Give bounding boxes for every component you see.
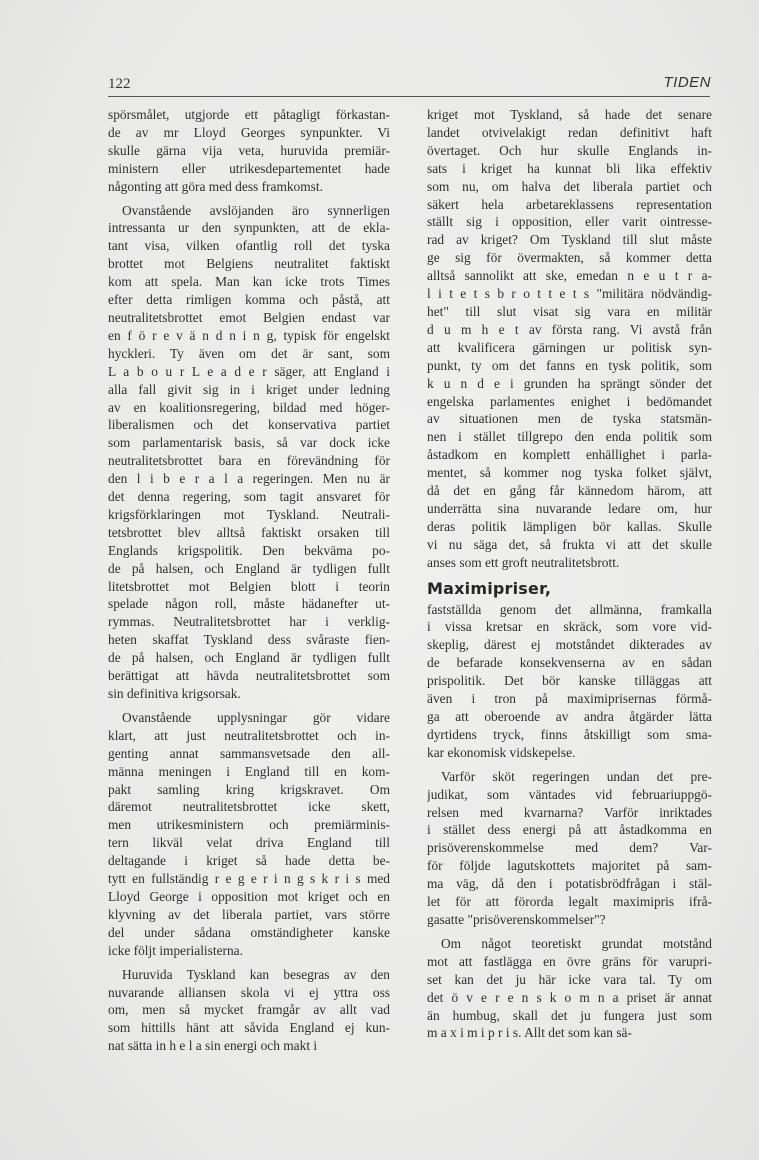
text-line: het" till slut visat sig vara en militär (427, 303, 712, 319)
running-head-journal-title: TIDEN (663, 74, 711, 91)
header-rule (108, 96, 710, 97)
text-line: tytt en fullständig r e g e r i n g s k r i s med (108, 871, 390, 887)
text-line: skulle gärna vija veta, huruvida premiär- (108, 142, 390, 158)
text-line: ministern eller utrikesdepartementet hade (108, 160, 390, 176)
text-line: fastställda genom det allmänna, framkalla (427, 601, 712, 617)
text-line: m a x i m i p r i s. Allt det som kan sä- (427, 1025, 632, 1041)
text-line: deras politik lämpligen bör kallas. Skulle (427, 518, 712, 534)
paragraph (427, 601, 712, 762)
text-line: krigsförklaringen mot Tyskland. Neutrali- (108, 506, 390, 522)
text-line: Ovanstående upplysningar gör vidare (122, 709, 390, 725)
text-line: engelska parlamentes enighet i bedömandet (427, 393, 712, 409)
text-line: pakt samling kring krigskravet. Om (108, 781, 390, 797)
text-line: k u n d e i grunden ha sprängt sönder det (427, 375, 712, 391)
text-line: spelade någon roll, måste hädanefter ut- (108, 596, 390, 612)
text-line: rad av kriget? Om Tyskland till slut måste (427, 232, 712, 248)
text-line: de befarade konsekvenserna av en sådan (427, 655, 712, 671)
right-text-column (427, 106, 712, 1048)
text-line: att kvalificera gärningen ur politisk syn- (427, 339, 712, 355)
text-line: Englands krigspolitik. Den bekväma po- (108, 542, 390, 558)
text-line: det denna regering, som tagit ansvaret för (108, 489, 390, 505)
text-line: intressanta ur den synpunkten, att de ekla- (108, 220, 390, 236)
text-line: som parlamentarisk basis, så var dock icke (108, 435, 390, 451)
text-line: kom att spela. Man kan icke trots Times (108, 274, 390, 290)
text-line: litetsbrottet mot Belgien blott i teorin (108, 578, 390, 594)
paragraph (108, 966, 390, 1056)
text-line: ge sig för övermakten, så kommer detta (427, 250, 712, 266)
text-line: ma väg, då den i potatisbrödfrågan i stäl- (427, 876, 712, 892)
text-line: prisöverenskommelse med dem? Var- (427, 840, 712, 856)
text-line: efter detta rimligen komma och påstå, att (108, 292, 390, 308)
paragraph (427, 935, 712, 1042)
text-line: neutralitetsbrottet emot Belgien endast var (108, 309, 390, 325)
text-line: som hittills hänt att såvida England ej kun- (108, 1020, 390, 1036)
text-line: berättigat att hävda neutralitetsbrottet som (108, 668, 390, 684)
text-line: tant visa, vilken ofantlig roll det tyska (108, 238, 390, 254)
text-line: Ovanstående avslöjanden äro synnerligen (122, 202, 390, 218)
text-line: prispolitik. Det bör kanske tilläggas att (427, 673, 712, 689)
text-line: någonting att göra med dess framkomst. (108, 178, 323, 194)
paragraph (427, 106, 712, 572)
text-line: brottet mot Belgiens neutralitet faktiskt (108, 256, 390, 272)
text-line: de av mr Lloyd Georges synpunkter. Vi (108, 124, 390, 140)
text-line: däremot neutralitetsbrottet icke skett, (108, 799, 390, 815)
text-line: underrätta sina nuvarande ledare om, hur (427, 500, 712, 516)
paragraph (427, 768, 712, 929)
text-line: nat sätta in h e l a sin energi och makt i (108, 1038, 318, 1054)
text-line: set kan det ju här icke vara tal. Ty om (427, 971, 712, 987)
text-line: en f ö r e v ä n d n i n g, typisk för engelskt (108, 327, 390, 343)
text-line: gasatte "prisöverenskommelser"? (427, 911, 606, 927)
text-line: alla fall givit sig in i kriget under ledning (108, 381, 390, 397)
text-line: mot att fastlägga en övre gräns för varupri- (427, 953, 712, 969)
text-line: punkt, ty om det fanns en tysk politik, som (427, 357, 712, 373)
text-line: Varför sköt regeringen undan det pre- (441, 768, 712, 784)
text-line: liberalismen och det konservativa partiet (108, 417, 390, 433)
text-line: klart, att just neutralitetsbrottet och in- (108, 727, 390, 743)
text-line: genting annat sammansvetsade den all- (108, 745, 390, 761)
text-line: nen i stället tillgrepo den enda politik som (427, 429, 712, 445)
text-line: spörsmålet, utgjorde ett påtagligt förkastan- (108, 107, 390, 122)
text-line: ga att oberoende av andra åtgärder lätta (427, 709, 712, 724)
text-line: för följde lagutskottets majoritet på sam- (427, 858, 712, 874)
text-line: d u m h e t av första rang. Vi avstå från (427, 321, 712, 337)
text-line: nuvarande alliansen skola vi ej yttra oss (108, 984, 390, 1000)
text-line: än humbug, skall det ju fungera just som (427, 1007, 712, 1023)
text-line: skeplig, därest ej motståndet dikterades av (427, 637, 712, 653)
text-line: av en koalitionsregering, bildad med höger- (108, 399, 390, 415)
text-line: tetsbrottet blev alltså faktiskt orsaken till (108, 524, 390, 540)
text-line: dyrtidens tryck, finns åtskilligt som sma- (427, 726, 712, 742)
text-line: l i t e t s b r o t t e t s "militära nödvändig- (427, 286, 712, 302)
text-line: rymmas. Neutralitetsbrottet har i verklig- (108, 614, 390, 630)
text-line: de på halsen, och England är tydligen fullt (108, 560, 390, 576)
text-line: männa meningen i England till en kom- (108, 763, 390, 779)
text-line: kriget mot Tyskland, så hade det senare (427, 107, 712, 122)
text-line: Om något teoretiskt grundat motstånd (441, 935, 712, 951)
text-line: den l i b e r a l a regeringen. Men nu är (108, 471, 390, 487)
text-line: del under sådana omständigheter kanske (108, 924, 390, 940)
text-line: landet otvivelakigt redan definitivt haft (427, 124, 712, 140)
text-line: icke följt imperialisterna. (108, 942, 243, 958)
text-line: som nu, om halva det liberala partiet och (427, 178, 712, 194)
text-line: judikat, som väntades vid februariuppgö- (427, 786, 712, 802)
text-line: i stället dess energi på att åstadkomma en (427, 822, 712, 838)
text-line: om, men så mycket framgår av allt vad (108, 1002, 390, 1018)
left-text-column (108, 106, 390, 1061)
text-line: kar ekonomisk vidskepelse. (427, 744, 576, 760)
text-line: av situationen men de tyska statsmän- (427, 411, 712, 427)
paragraph (108, 709, 390, 960)
text-line: åstadkom en komplett enhällighet i parla- (427, 447, 712, 463)
text-line: hyckleri. Ty även om det är sant, som (108, 345, 390, 361)
text-line: relsen med kvarnarna? Varför inriktades (427, 804, 712, 820)
text-line: tern likväl velat driva England till (108, 835, 390, 851)
text-line: heten skaffat Tyskland dess svåraste fien- (108, 632, 390, 648)
page-number: 122 (108, 76, 131, 92)
text-line: vi nu säga det, så frukta vi att det skulle (427, 536, 712, 552)
text-line: Lloyd George i opposition mot kriget och en (108, 888, 390, 904)
text-line: men utrikesministern och premiärminis- (108, 817, 390, 833)
text-line: sats i kriget ha kunnat bli lika effektiv (427, 160, 712, 176)
text-line: även i tron på maximiprisernas förmå- (427, 691, 712, 707)
text-line: anses som ett groft neutralitetsbrott. (427, 554, 620, 570)
text-line: ställt sig i opposition, eller varit ointresse- (427, 214, 712, 230)
text-line: L a b o u r L e a d e r säger, att England i (108, 363, 390, 379)
section-heading: Maximipriser, (427, 578, 552, 598)
text-line: alltså sannolikt att ske, emedan n e u t r a- (427, 268, 712, 284)
text-line: de på halsen, och England är tydligen fullt (108, 650, 390, 666)
text-line: det ö v e r e n s k o m n a priset är annat (427, 989, 712, 1005)
text-line: neutralitetsbrottet bara en förevändning för (108, 453, 390, 469)
text-line: övertaget. Och hur skulle Englands in- (427, 142, 712, 158)
text-line: mentet, så kommer nog tyska folket självt, (427, 465, 712, 481)
text-line: Huruvida Tyskland kan besegras av den (122, 966, 390, 982)
text-line: let för att förorda legalt maximipris ifrå- (427, 894, 712, 910)
text-line: då det en gång får kännedom härom, att (427, 483, 712, 499)
paragraph (108, 106, 390, 196)
text-line: klyvning av det liberala partiet, vars större (108, 906, 390, 922)
text-line: säkert hela arbetareklassens representation (427, 196, 712, 212)
text-line: sin definitiva krigsorsak. (108, 686, 241, 701)
paragraph (108, 202, 390, 703)
text-line: i vissa kretsar en skräck, som vore vid- (427, 619, 712, 635)
text-line: deltagande i kriget så hade detta be- (108, 853, 390, 869)
